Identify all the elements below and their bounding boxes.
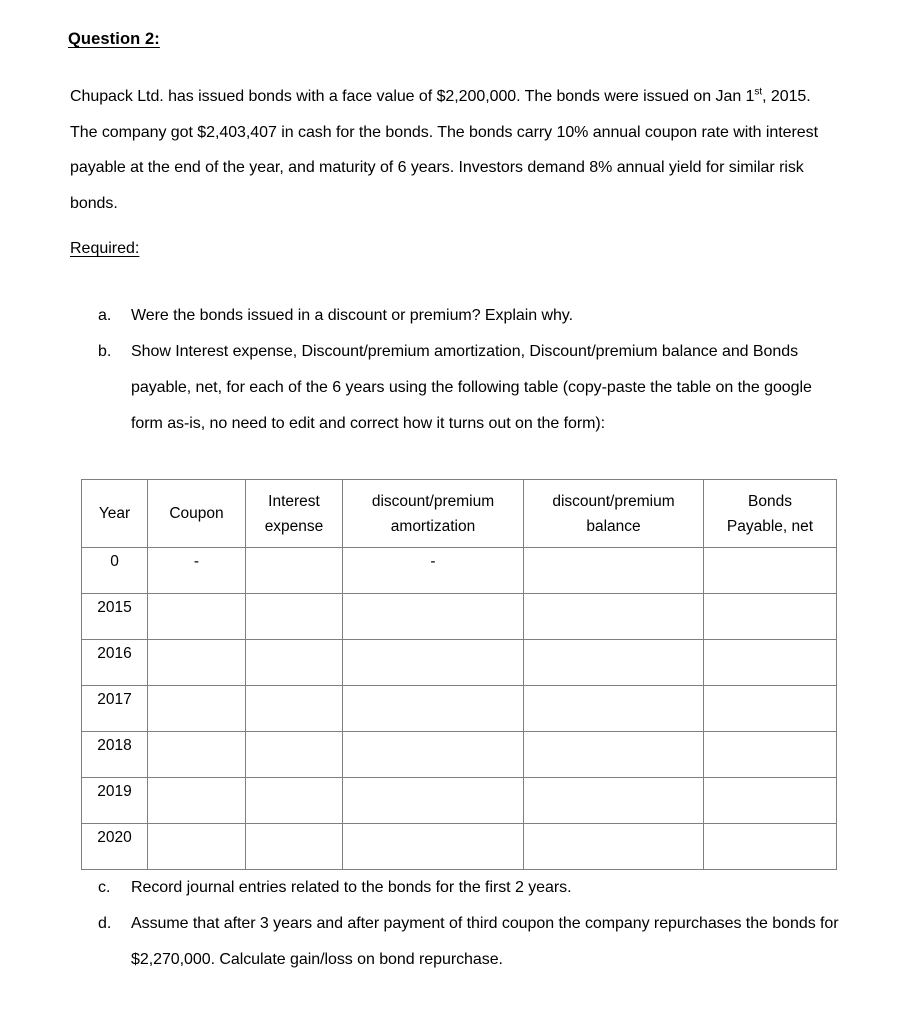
table-row (82, 640, 837, 686)
cell-balance[interactable] (524, 594, 704, 640)
amortization-table (81, 479, 837, 870)
table-header-interest-expense (246, 480, 343, 548)
header-bonds-line2: Payable, net (726, 517, 814, 535)
list-marker-a: a. (98, 307, 112, 324)
cell-amortization[interactable]: - (343, 548, 524, 594)
list-item (98, 298, 838, 334)
header-year-line2: Year (98, 505, 131, 522)
required-label: Required: (70, 240, 140, 257)
cell-bonds-payable-net[interactable] (704, 824, 837, 870)
cell-coupon[interactable] (148, 686, 246, 732)
cell-year: 2018 (82, 732, 148, 778)
cell-balance[interactable] (524, 686, 704, 732)
header-interest-line2: expense (264, 517, 324, 535)
ordinal-suffix: st (754, 86, 763, 98)
cell-balance[interactable] (524, 732, 704, 778)
table-row (82, 594, 837, 640)
amortization-table-body (82, 548, 837, 870)
cell-interest-expense[interactable] (246, 594, 343, 640)
cell-bonds-payable-net[interactable] (704, 640, 837, 686)
header-balance-line2: balance (586, 517, 641, 535)
intro-paragraph (70, 79, 830, 221)
cell-interest-expense[interactable] (246, 824, 343, 870)
cell-amortization[interactable] (343, 778, 524, 824)
cell-amortization[interactable] (343, 686, 524, 732)
cell-bonds-payable-net[interactable] (704, 778, 837, 824)
table-header-coupon (148, 480, 246, 548)
header-coupon-line2: Coupon (169, 505, 224, 522)
cell-coupon[interactable] (148, 824, 246, 870)
cell-balance[interactable] (524, 548, 704, 594)
cell-year: 0 (82, 548, 148, 594)
table-row (82, 686, 837, 732)
cell-year: 2020 (82, 824, 148, 870)
list-marker-c: c. (98, 879, 111, 896)
cell-coupon[interactable] (148, 640, 246, 686)
cell-amortization[interactable] (343, 594, 524, 640)
cell-interest-expense[interactable] (246, 732, 343, 778)
requirement-c-text: Record journal entries related to the bonds for the first 2 years. (131, 879, 572, 896)
intro-text-part2: , 2015. The company got $2,403,407 in cash for the bonds. The bonds carry 10% annual coupon rate with interest payable at the end of the year, and maturity of 6 years. Investors demand 8% annual yield for similar risk bonds. (70, 88, 818, 212)
list-marker-b: b. (98, 343, 112, 360)
cell-year: 2015 (82, 594, 148, 640)
cell-amortization[interactable] (343, 824, 524, 870)
list-item (98, 870, 858, 906)
list-item (98, 334, 838, 442)
header-bonds-line1: Bonds (748, 492, 792, 510)
cell-amortization[interactable] (343, 640, 524, 686)
requirements-list-ab (98, 298, 838, 442)
header-interest-line1: Interest (268, 492, 320, 510)
cell-year: 2017 (82, 686, 148, 732)
table-header-bonds-payable-net (704, 480, 837, 548)
cell-coupon[interactable] (148, 594, 246, 640)
table-row (82, 824, 837, 870)
table-header-row (82, 480, 837, 548)
requirement-b-text: Show Interest expense, Discount/premium amortization, Discount/premium balance and Bonds payable, net, for each of the 6 years using the following table (copy-paste the table on the google form as-is, no need to edit and correct how it turns out on the form): (131, 343, 812, 432)
cell-amortization[interactable] (343, 732, 524, 778)
intro-text-part1: Chupack Ltd. has issued bonds with a face value of $2,200,000. The bonds were issued on Jan 1 (70, 88, 755, 105)
cell-coupon[interactable] (148, 778, 246, 824)
table-row (82, 732, 837, 778)
header-amortization-line1: discount/premium (371, 492, 495, 510)
cell-balance[interactable] (524, 640, 704, 686)
cell-bonds-payable-net[interactable] (704, 732, 837, 778)
cell-interest-expense[interactable] (246, 548, 343, 594)
cell-coupon[interactable]: - (148, 548, 246, 594)
requirements-list-cd (98, 870, 858, 978)
cell-bonds-payable-net[interactable] (704, 686, 837, 732)
cell-interest-expense[interactable] (246, 640, 343, 686)
cell-year: 2016 (82, 640, 148, 686)
cell-year: 2019 (82, 778, 148, 824)
cell-balance[interactable] (524, 824, 704, 870)
list-marker-d: d. (98, 915, 112, 932)
cell-bonds-payable-net[interactable] (704, 548, 837, 594)
cell-balance[interactable] (524, 778, 704, 824)
header-balance-line1: discount/premium (552, 492, 675, 510)
table-row (82, 548, 837, 594)
cell-interest-expense[interactable] (246, 686, 343, 732)
table-header-amortization (343, 480, 524, 548)
table-header-year (82, 480, 148, 548)
cell-bonds-payable-net[interactable] (704, 594, 837, 640)
table-header-balance (524, 480, 704, 548)
cell-interest-expense[interactable] (246, 778, 343, 824)
page-title: Question 2: (68, 30, 160, 48)
table-row (82, 778, 837, 824)
requirement-a-text: Were the bonds issued in a discount or premium? Explain why. (131, 307, 573, 324)
cell-coupon[interactable] (148, 732, 246, 778)
header-amortization-line2: amortization (390, 517, 476, 535)
requirement-d-text: Assume that after 3 years and after payment of third coupon the company repurchases the bonds for $2,270,000. Calculate gain/loss on bond repurchase. (131, 915, 839, 968)
list-item (98, 906, 858, 978)
amortization-table-wrapper (81, 479, 836, 870)
